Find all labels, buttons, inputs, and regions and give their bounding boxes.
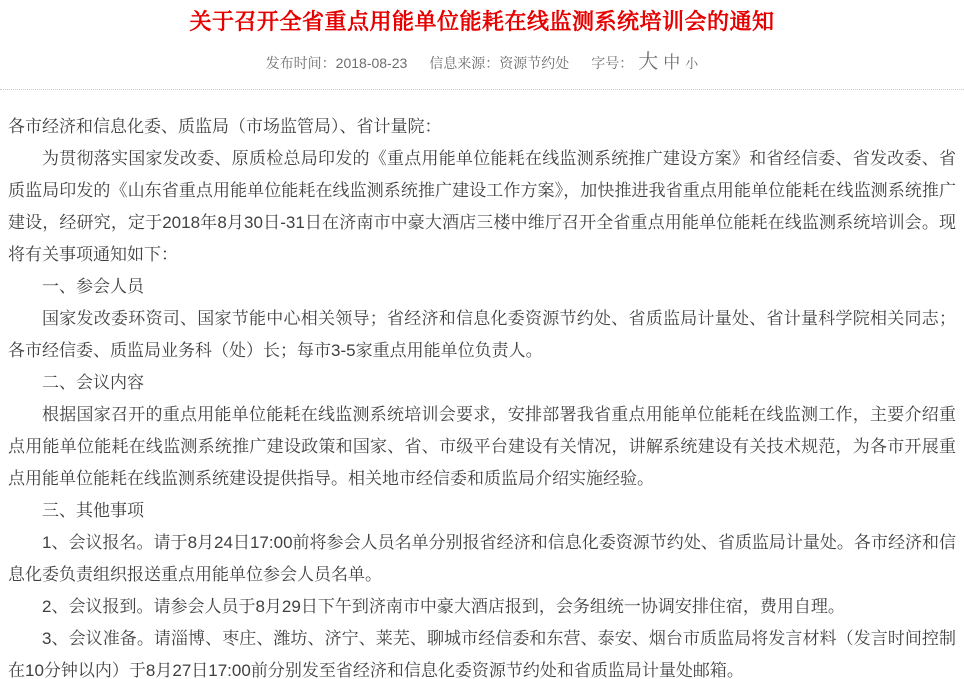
article-meta xyxy=(8,52,956,74)
salutation: 各市经济和信息化委、质监局（市场监管局）、省计量院： xyxy=(8,117,442,136)
paragraph: 2、会议报到。请参会人员于8月29日下午到济南市中豪大酒店报到，会务组统一协调安排住宿，费用自理。 xyxy=(42,597,845,616)
publish-time-value: 2018-08-23 xyxy=(335,55,408,71)
paragraph: 国家发改委环资司、国家节能中心相关领导；省经济和信息化委资源节约处、省质监局计量处、省计量科学院相关同志；各市经信委、质监局业务科（处）长；每市3-5家重点用能单位负责人。 xyxy=(8,309,956,360)
section-heading: 二、会议内容 xyxy=(42,373,144,392)
font-size-control xyxy=(591,52,698,74)
dotted-divider xyxy=(0,89,964,90)
paragraph: 为贯彻落实国家发改委、原质检总局印发的《重点用能单位能耗在线监测系统推广建设方案》和省经信委、省发改委、省质监局印发的《山东省重点用能单位能耗在线监测系统推广建设工作方案》，加快推进我省重点用能单位能耗在线监测系统推广建设，经研究，定于2018年8月30日-31日在济南市中豪大酒店三楼中维厅召开全省重点用能单位能耗在线监测系统培训会。现将有关事项通知如下： xyxy=(8,149,956,264)
font-size-large-link[interactable]: 大 xyxy=(638,51,659,73)
section-heading: 三、其他事项 xyxy=(42,501,144,520)
info-source xyxy=(429,53,569,73)
paragraph: 根据国家召开的重点用能单位能耗在线监测系统培训会要求，安排部署我省重点用能单位能耗在线监测工作，主要介绍重点用能单位能耗在线监测系统推广建设政策和国家、省、市级平台建设有关情况，讲解系统建设有关技术规范，为各市开展重点用能单位能耗在线监测系统建设提供指导。相关地市经信委和质监局介绍实施经验。 xyxy=(8,405,956,488)
font-size-small-link[interactable]: 小 xyxy=(685,56,699,71)
font-size-medium-link[interactable]: 中 xyxy=(663,53,681,72)
info-source-label: 信息来源： xyxy=(429,55,500,71)
publish-time-label: 发布时间： xyxy=(265,55,336,71)
section-heading: 一、参会人员 xyxy=(42,277,144,296)
paragraph: 3、会议准备。请淄博、枣庄、潍坊、济宁、莱芜、聊城市经信委和东营、泰安、烟台市质监局将发言材料（发言时间控制在10分钟以内）于8月27日17:00前分别发至省经济和信息化委资源节约处和省质监局计量处邮箱。 xyxy=(8,629,956,679)
publish-time xyxy=(266,53,408,73)
notice-body xyxy=(8,111,956,679)
font-size-label: 字号： xyxy=(591,55,634,71)
paragraph: 1、会议报名。请于8月24日17:00前将参会人员名单分别报省经济和信息化委资源节约处、省质监局计量处。各市经济和信息化委负责组织报送重点用能单位参会人员名单。 xyxy=(8,533,956,584)
info-source-value: 资源节约处 xyxy=(499,55,570,71)
page-title: 关于召开全省重点用能单位能耗在线监测系统培训会的通知 xyxy=(189,9,775,34)
